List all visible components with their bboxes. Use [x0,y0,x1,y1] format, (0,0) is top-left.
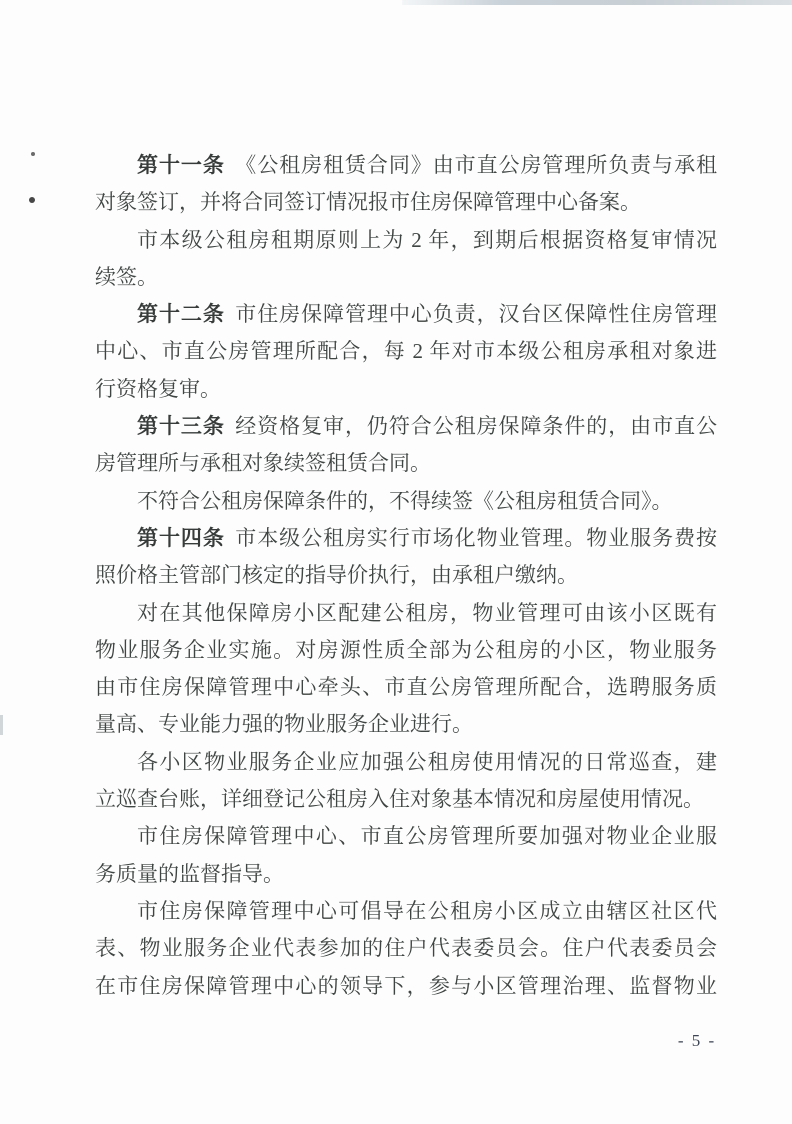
line-text: 市本级公租房租期原则上为 2 年，到期后根据资格复审情况 [137,227,717,252]
article-number: 第十一条 [137,153,225,177]
line-text: 市住房保障管理中心负责，汉台区保障性住房管理 [235,302,718,327]
line-text: 房管理所与承租对象续签租赁合同。 [95,451,431,476]
text-line [95,184,717,221]
line-text: 行资格复审。 [95,376,221,401]
line-text: 续签。 [95,264,158,289]
line-text: 物业服务企业实施。对房源性质全部为公租房的小区，物业服务 [95,637,717,662]
text-line [95,259,717,296]
line-text: 立巡查台账，详细登记公租房入住对象基本情况和房屋使用情况。 [95,787,704,812]
line-text: 市本级公租房实行市场化物业管理。物业服务费按 [235,525,718,550]
text-line [95,744,717,781]
line-text: 各小区物业服务企业应加强公租房使用情况的日常巡查，建 [137,749,717,774]
text-line [95,371,717,408]
line-text: 《公租房租赁合同》由市直公房管理所负责与承租 [235,153,718,177]
text-line [95,669,717,706]
text-line [95,632,717,669]
line-text: 市住房保障管理中心可倡导在公租房小区成立由辖区社区代 [137,898,717,923]
scan-dot-lower [29,197,35,203]
line-text: 由市住房保障管理中心牵头、市直公房管理所配合，选聘服务质 [95,675,717,700]
line-text: 对象签订，并将合同签订情况报市住房保障管理中心备案。 [95,190,641,215]
text-line [95,818,717,855]
document-body [95,147,717,1005]
text-line [95,520,717,557]
text-line [95,296,717,333]
line-text: 市住房保障管理中心、市直公房管理所要加强对物业企业服 [137,824,717,849]
article-number: 第十二条 [137,302,225,327]
text-line [95,893,717,930]
line-text: 经资格复审，仍符合公租房保障条件的，由市直公 [235,414,718,439]
line-text: 不符合公租房保障条件的，不得续签《公租房租赁合同》。 [137,488,673,513]
text-line [95,222,717,259]
text-line [95,333,717,370]
line-text: 务质量的监督指导。 [95,861,284,886]
text-line [95,706,717,743]
line-text: 量高、专业能力强的物业服务企业进行。 [95,712,473,737]
page-number: - 5 - [677,1031,717,1050]
text-line [95,856,717,893]
line-text: 中心、市直公房管理所配合，每 2 年对市本级公租房承租对象进 [95,339,717,364]
line-text: 在市住房保障管理中心的领导下，参与小区管理治理、监督物业 [95,973,717,998]
line-text: 对在其他保障房小区配建公租房，物业管理可由该小区既有 [137,600,717,625]
text-line [95,557,717,594]
text-line [95,445,717,482]
text-line [95,595,717,632]
scan-dot-upper [31,152,35,156]
line-text: 表、物业服务企业代表参加的住户代表委员会。住户代表委员会 [95,936,717,961]
text-line [95,930,717,967]
line-text: 照价格主管部门核定的指导价执行，由承租户缴纳。 [95,563,578,588]
article-number: 第十四条 [137,525,225,550]
text-line [95,781,717,818]
scan-artifact-top-strip [402,0,792,5]
scan-artifact-left-edge [0,715,3,735]
text-line [95,408,717,445]
article-number: 第十三条 [137,414,225,439]
text-line [95,147,717,184]
text-line [95,968,717,1005]
text-line [95,483,717,520]
